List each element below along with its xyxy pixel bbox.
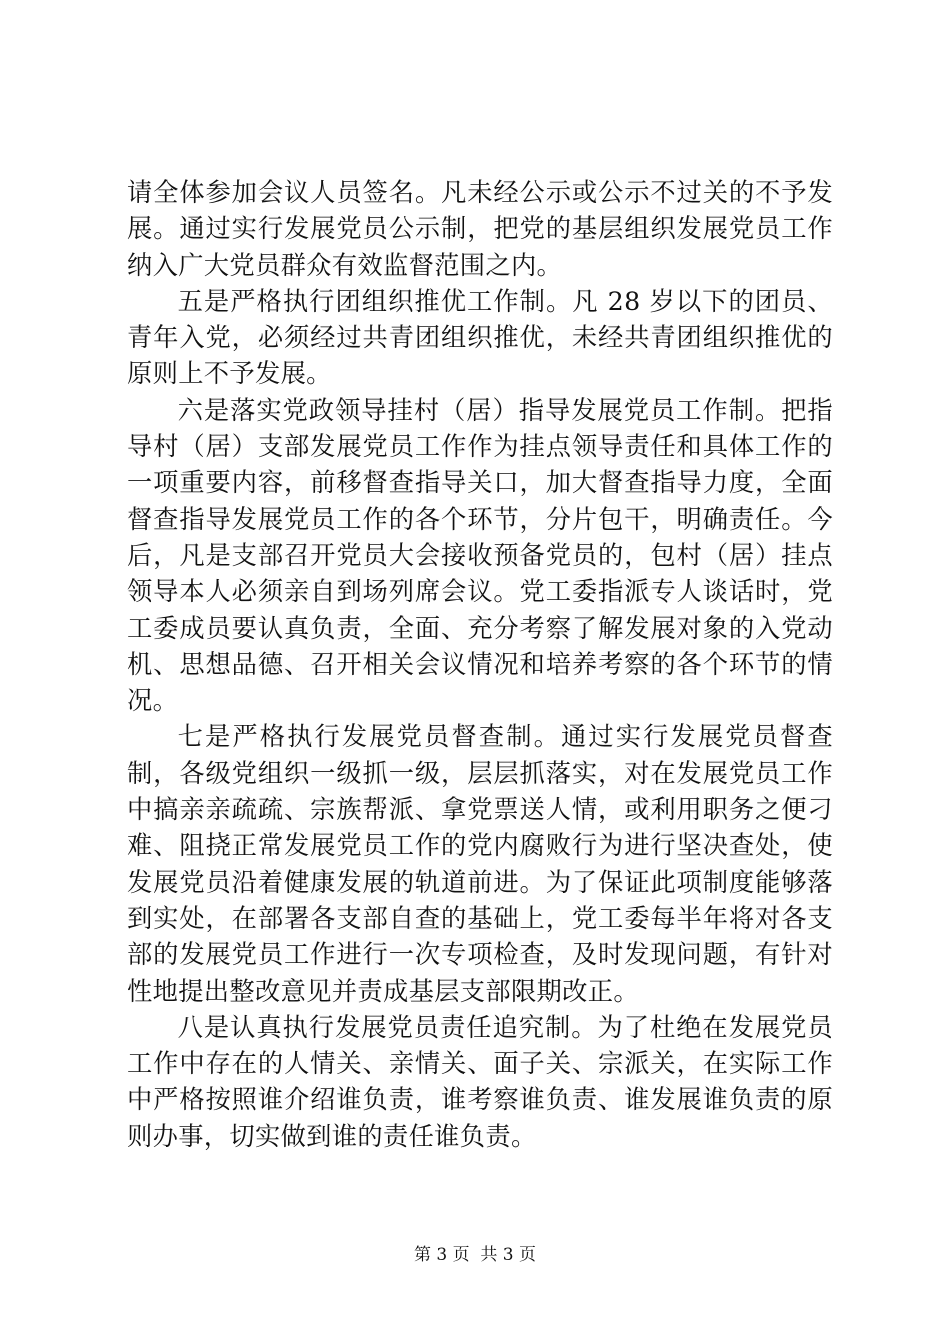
paragraph-seven: 七是严格执行发展党员督查制。通过实行发展党员督查制，各级党组织一级抓一级，层层抓落实，对在发展党员工作中搞亲亲疏疏、宗族帮派、拿党票送人情，或利用职务之便刁难、阻挠正常发展党员工作的党内腐败行为进行坚决查处，使发展党员沿着健康发展的轨道前进。为了保证此项制度能够落到实处，在部署各支部自查的基础上，党工委每半年将对各支部的发展党员工作进行一次专项检查，及时发现问题，有针对性地提出整改意见并责成基层支部限期改正。 bbox=[127, 722, 833, 1006]
page-footer: 第 3 页 共 3 页 bbox=[413, 1245, 537, 1265]
document-body bbox=[127, 175, 833, 1155]
paragraph-six: 六是落实党政领导挂村（居）指导发展党员工作制。把指导村（居）支部发展党员工作作为挂点领导责任和具体工作的一项重要内容，前移督查指导关口，加大督查指导力度，全面督查指导发展党员工作的各个环节，分片包干，明确责任。今后，凡是支部召开党员大会接收预备党员的，包村（居）挂点领导本人必须亲自到场列席会议。党工委指派专人谈话时，党工委成员要认真负责，全面、充分考察了解发展对象的入党动机、思想品德、召开相关会议情况和培养考察的各个环节的情况。 bbox=[127, 395, 833, 716]
paragraph-five: 五是严格执行团组织推优工作制。凡 28 岁以下的团员、青年入党，必须经过共青团组织推优，未经共青团组织推优的原则上不予发展。 bbox=[127, 286, 833, 389]
paragraph-continuation: 请全体参加会议人员签名。凡未经公示或公示不过关的不予发展。通过实行发展党员公示制，把党的基层组织发展党员工作纳入广大党员群众有效监督范围之内。 bbox=[127, 178, 833, 280]
paragraph-eight: 八是认真执行发展党员责任追究制。为了杜绝在发展党员工作中存在的人情关、亲情关、面子关、宗派关，在实际工作中严格按照谁介绍谁负责，谁考察谁负责、谁发展谁负责的原则办事，切实做到谁的责任谁负责。 bbox=[127, 1012, 833, 1151]
